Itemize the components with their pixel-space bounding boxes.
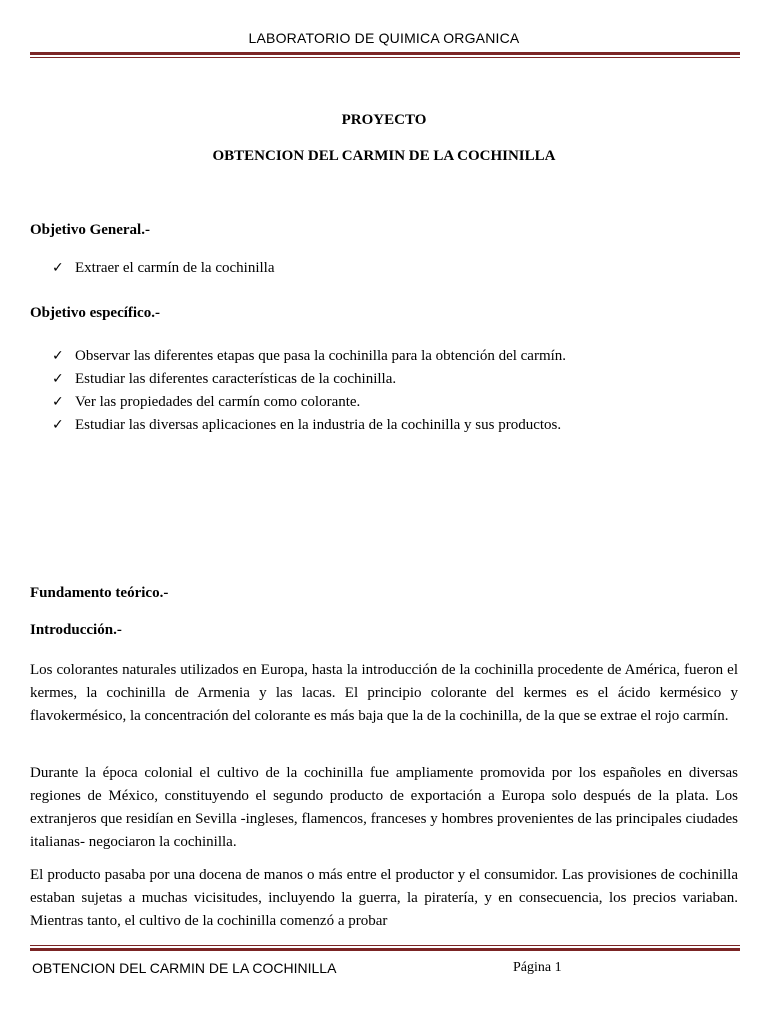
document-title: OBTENCION DEL CARMIN DE LA COCHINILLA (212, 148, 556, 164)
introduccion-heading: Introducción.- (30, 622, 122, 638)
list-item (52, 414, 566, 437)
intro-paragraph-2: Durante la época colonial el cultivo de la cochinilla fue ampliamente promovida por los españoles en diversas regiones de México, constituyendo el segundo producto de exportación a Europa solo después de la plata. Los extranjeros que residían en Sevilla -ingleses, flamencos, franceses y hombres provenientes de las principales ciudades italianas- negociaron la cochinilla. (30, 765, 738, 850)
list-item-text: Extraer el carmín de la cochinilla (75, 260, 275, 276)
list-item-text: Ver las propiedades del carmín como colorante. (75, 394, 361, 410)
header-rule-thin (30, 57, 740, 58)
page-number: Página 1 (513, 960, 562, 975)
intro-paragraph-1: Los colorantes naturales utilizados en Europa, hasta la introducción de la cochinilla procedente de América, fueron el kermes, la cochinilla de Armenia y las lacas. El principio colorante del kermes es el ácido kermésico y flavokermésico, la concentración del colorante es más baja que la de la cochinilla, de la que se extrae el rojo carmín. (30, 662, 738, 724)
list-item-text: Estudiar las diversas aplicaciones en la industria de la cochinilla y sus productos. (75, 417, 562, 433)
check-icon: ✓ (52, 417, 64, 433)
objetivo-general-heading: Objetivo General.- (30, 222, 150, 238)
footer-rule (30, 948, 740, 951)
list-item (52, 368, 566, 391)
fundamento-heading: Fundamento teórico.- (30, 585, 169, 601)
check-icon: ✓ (52, 348, 64, 364)
check-icon: ✓ (52, 394, 64, 410)
header-rule (30, 52, 740, 55)
check-icon: ✓ (52, 260, 64, 276)
list-item (52, 257, 274, 280)
objetivo-general-list (52, 257, 274, 280)
page-header: LABORATORIO DE QUIMICA ORGANICA (248, 30, 520, 46)
objetivo-especifico-heading: Objetivo específico.- (30, 305, 160, 321)
objetivo-especifico-list (52, 345, 566, 437)
list-item (52, 391, 566, 414)
intro-paragraph-3: El producto pasaba por una docena de manos o más entre el productor y el consumidor. Las provisiones de cochinilla estaban sujetas a muchas vicisitudes, incluyendo la guerra, la piratería, y en consecuencia, los precios variaban. Mientras tanto, el cultivo de la cochinilla comenzó a probar (30, 867, 738, 929)
footer-rule-thin (30, 945, 740, 946)
list-item-text: Observar las diferentes etapas que pasa la cochinilla para la obtención del carmín. (75, 348, 567, 364)
list-item-text: Estudiar las diferentes características de la cochinilla. (75, 371, 397, 387)
check-icon: ✓ (52, 371, 64, 387)
footer-title: OBTENCION DEL CARMIN DE LA COCHINILLA (32, 960, 337, 976)
project-label: PROYECTO (341, 112, 427, 128)
list-item (52, 345, 566, 368)
